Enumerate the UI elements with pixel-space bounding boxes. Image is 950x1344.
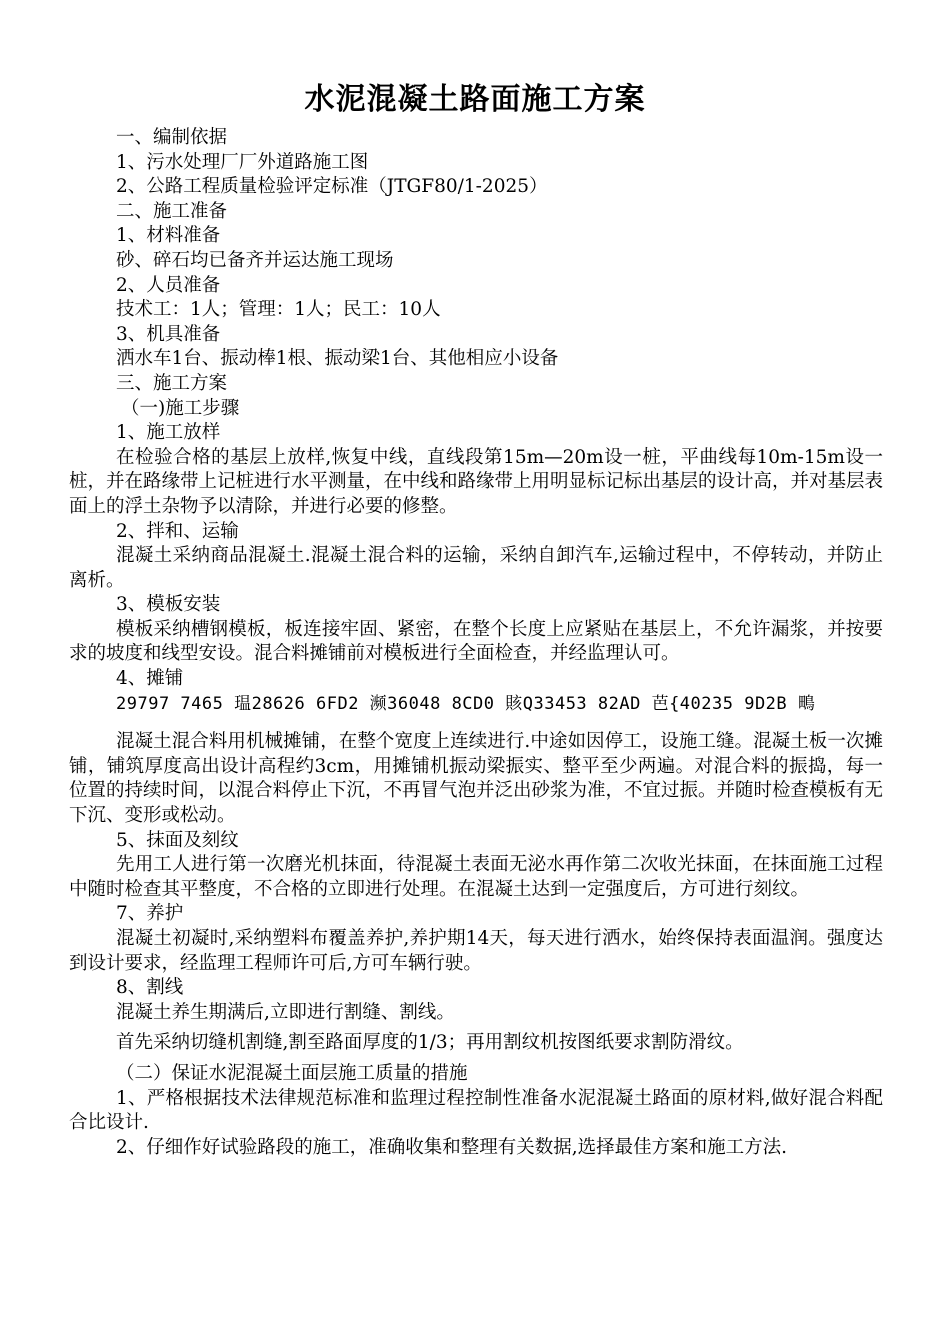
subsection-heading: 3、机具准备 xyxy=(116,323,221,345)
step-heading: 2、拌和、运输 xyxy=(116,520,239,542)
section-heading: 二、施工准备 xyxy=(116,200,228,222)
subsection-heading: （一)施工步骤 xyxy=(121,397,240,419)
step-heading: 5、抹面及刻纹 xyxy=(116,829,239,851)
subsection-heading: 2、人员准备 xyxy=(116,274,221,296)
paragraph: 在检验合格的基层上放样,恢复中线，直线段第15m—20m设一桩，平曲线每10m-15m设一桩，并在路缘带上记桩进行水平测量，在中线和路缘带上用明显标记标出基层的设计高，并对基层表面上的浮土杂物予以清除，并进行必要的修整。 xyxy=(69,446,884,517)
document-body xyxy=(69,126,883,1160)
paragraph: 混凝土采纳商品混凝土.混凝土混合料的运输，采纳自卸汽车,运输过程中，不停转动，并防止离析。 xyxy=(69,545,883,591)
spacer xyxy=(69,716,883,730)
paragraph: 模板采纳槽钢模板，板连接牢固、紧密，在整个长度上应紧贴在基层上，不允许漏浆，并按要求的坡度和线型安设。混合料摊铺前对模板进行全面检查，并经监理认可。 xyxy=(69,618,883,665)
paragraph: 首先采纳切缝机割缝,割至路面厚度的1/3；再用割纹机按图纸要求割防滑纹。 xyxy=(116,1032,744,1054)
subsection-heading: （二）保证水泥混凝土面层施工质量的措施 xyxy=(116,1062,468,1084)
paragraph: 1、严格根据技术法律规范标准和监理过程控制性准备水泥混凝土路面的原材料,做好混合料配合比设计. xyxy=(69,1087,883,1134)
list-item: 2、公路工程质量检验评定标准（JTGF80/1-2025） xyxy=(116,176,548,198)
paragraph: 先用工人进行第一次磨光机抹面，待混凝土表面无泌水再作第二次收光抹面，在抹面施工过程中随时检查其平整度，不合格的立即进行处理。在混凝土达到一定强度后，方可进行刻纹。 xyxy=(69,854,883,900)
document-title: 水泥混凝土路面施工方案 xyxy=(304,82,646,117)
section-heading: 三、施工方案 xyxy=(116,372,228,394)
step-heading: 4、摊铺 xyxy=(116,668,184,690)
paragraph: 2、仔细作好试验路段的施工，准确收集和整理有关数据,选择最佳方案和施工方法. xyxy=(116,1136,788,1158)
paragraph: 技术工：1人；管理：1人；民工：10人 xyxy=(116,299,441,321)
paragraph: 混凝土养生期满后,立即进行割缝、割线。 xyxy=(116,1001,455,1023)
list-item: 1、污水处理厂厂外道路施工图 xyxy=(116,151,369,173)
paragraph: 混凝土初凝时,采纳塑料布覆盖养护,养护期14天，每天进行洒水，始终保持表面温润。强度达到设计要求，经监理工程师许可后,方可车辆行驶。 xyxy=(69,928,883,974)
paragraph: 砂、碎石均已备齐并运达施工现场 xyxy=(116,249,394,271)
step-heading: 7、养护 xyxy=(116,903,184,925)
section-heading: 一、编制依据 xyxy=(116,127,228,148)
paragraph: 洒水车1台、振动棒1根、振动梁1台、其他相应小设备 xyxy=(116,348,559,370)
step-heading: 3、模板安装 xyxy=(116,594,221,616)
step-heading: 1、施工放样 xyxy=(116,422,221,444)
paragraph: 混凝土混合料用机械摊铺，在整个宽度上连续进行.中途如因停工，设施工缝。混凝土板一次摊铺，铺筑厚度高出设计高程约3cm，用摊铺机振动梁振实、整平至少两遍。对混合料的振捣，每一位置的持续时间，以混合料停止下沉，不再冒气泡并泛出砂浆为准，不宜过振。并随时检查模板有无下沉、变形或松动。 xyxy=(69,731,884,827)
step-heading: 8、割线 xyxy=(116,977,184,999)
garbled-text-line: 29797 7465 瑥28626 6FD2 濒36048 8CD0 賅Q33453 82AD 芭{40235 9D2B 鴫 xyxy=(116,693,816,714)
subsection-heading: 1、材料准备 xyxy=(116,225,221,247)
